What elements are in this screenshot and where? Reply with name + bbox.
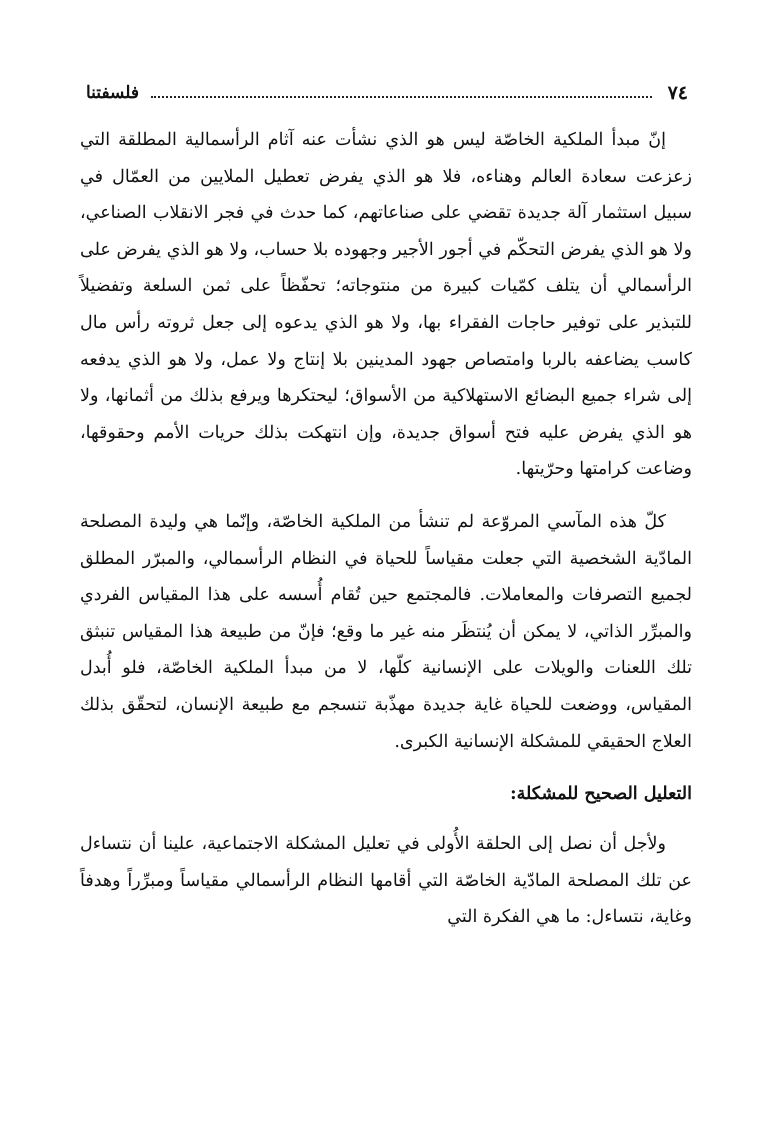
paragraph-3: ولأجل أن نصل إلى الحلقة الأُولى في تعليل المشكلة الاجتماعية، علينا أن نتساءل عن تلك المصلحة المادّية الخاصّة التي أقامها النظام الرأسمالي مقياساً ومبرِّراً وهدفاً وغاية، نتساءل: ما هي الفكرة التي	[80, 834, 692, 928]
paragraph-2: كلّ هذه المآسي المروّعة لم تنشأ من الملكية الخاصّة، وإنّما هي وليدة المصلحة المادّية الشخصية التي جعلت مقياساً للحياة في النظام الرأسمالي، والمبرّر المطلق لجميع التصرفات والمعاملات. فالمجتمع حين تُقام أُسسه على هذا المقياس الفردي والمبرِّر الذاتي، لا يمكن أن يُنتظَر منه غير ما وقع؛ فإنّ من طبيعة هذا المقياس تنبثق تلك اللعنات والويلات على الإنسانية كلّها، لا من مبدأ الملكية الخاصّة، فلو أُبدل المقياس، ووضعت للحياة غاية جديدة مهذّبة تنسجم مع طبيعة الإنسان، لتحقّق بذلك العلاج الحقيقي للمشكلة الإنسانية الكبرى.	[80, 511, 693, 752]
section-heading: التعليل الصحيح للمشكلة:	[510, 784, 692, 805]
header-dot-leader	[151, 96, 652, 98]
paragraph-1: إنّ مبدأ الملكية الخاصّة ليس هو الذي نشأت عنه آثام الرأسمالية المطلقة التي زعزعت سعادة العالم وهناءه، فلا هو الذي يفرض تعطيل الملايين من العمّال في سبيل استثمار آلة جديدة تقضي على صناعاتهم، كما حدث في فجر الانقلاب الصناعي، ولا هو الذي يفرض التحكّم في أجور الأجير وجهوده بلا حساب، ولا هو الذي يفرض على الرأسمالي أن يتلف كمّيات كبيرة من منتوجاته؛ تحفّظاً على ثمن السلعة وتفضيلاً للتبذير على توفير حاجات الفقراء بها، ولا هو الذي يدعوه إلى جعل ثروته رأس مال كاسب يضاعفه بالربا وامتصاص جهود المدينين بلا إنتاج ولا عمل، ولا هو الذي يدفعه إلى شراء جميع البضائع الاستهلاكية من الأسواق؛ ليحتكرها ويرفع بذلك من أثمانها، ولا هو الذي يفرض عليه فتح أسواق جديدة، وإن انتهكت بذلك حريات الأمم وحقوقها، وضاعت كرامتها وحرّيتها.	[80, 130, 692, 480]
running-header	[86, 78, 688, 108]
body-text	[80, 122, 692, 936]
page-number: ٧٤	[667, 82, 688, 104]
running-title: فلسفتنا	[86, 83, 139, 103]
